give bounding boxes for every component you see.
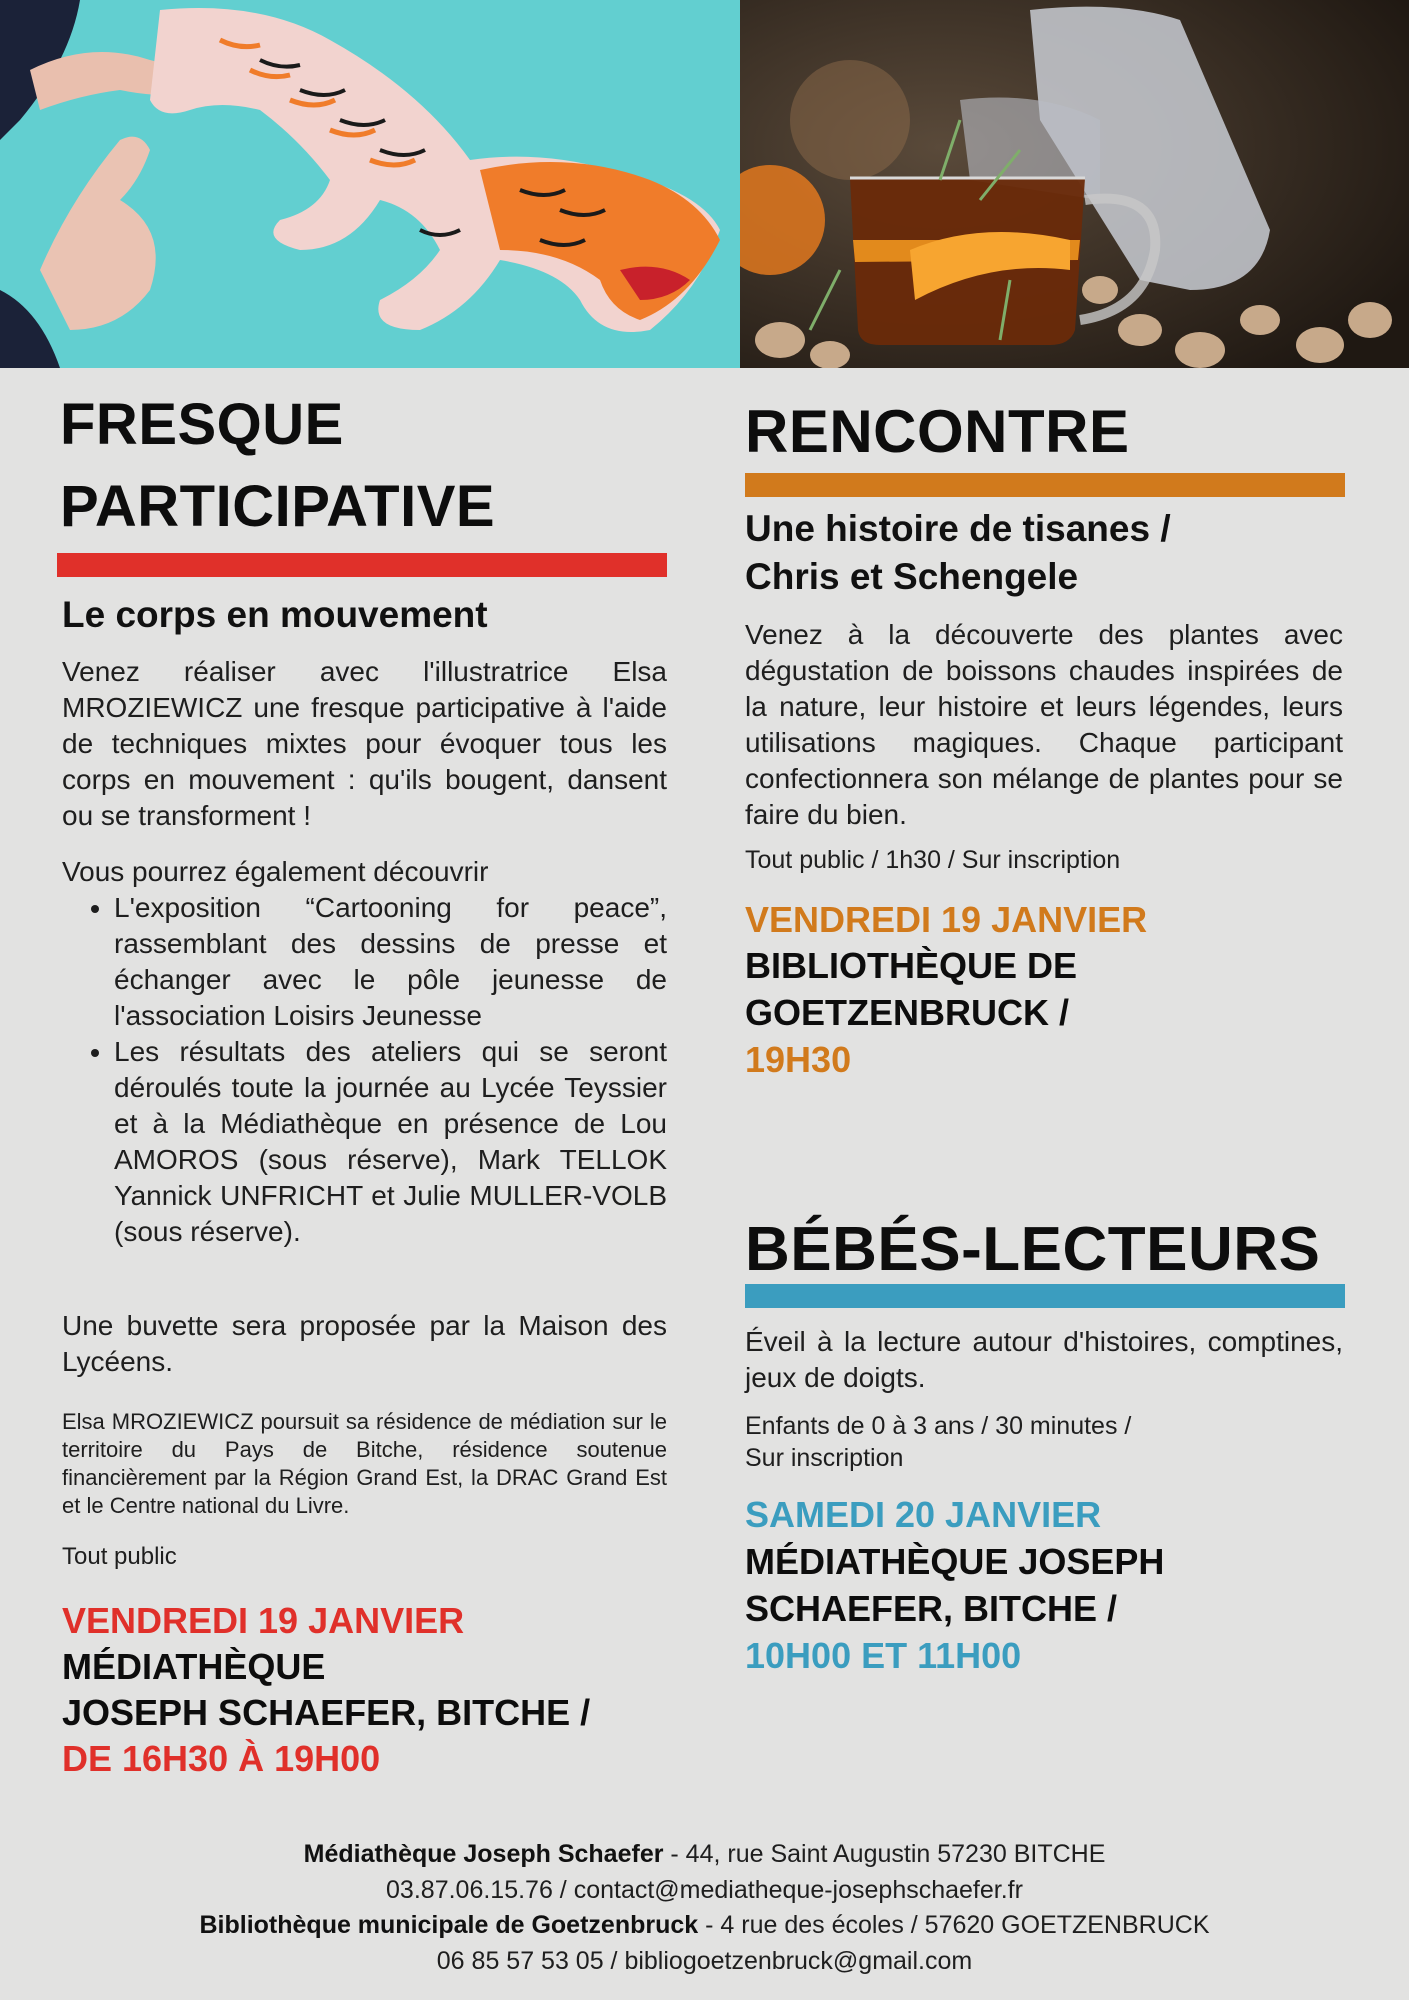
fresque-subtitle: Le corps en mouvement bbox=[62, 594, 488, 635]
tea-cup-icon bbox=[740, 0, 1409, 368]
footer-venue2 bbox=[0, 1907, 1409, 1943]
footer-venue1-name: Médiathèque Joseph Schaefer bbox=[303, 1840, 664, 1868]
bebes-paragraph: Éveil à la lecture autour d'histoires, comptines, jeux de doigts. bbox=[745, 1326, 1343, 1393]
fresque-place-line1: MÉDIATHÈQUE bbox=[62, 1646, 326, 1687]
rencontre-subtitle-line1: Une histoire de tisanes / bbox=[745, 508, 1171, 549]
fresque-title bbox=[60, 384, 495, 548]
footer-venue2-address: - 4 rue des écoles / 57620 GOETZENBRUCK bbox=[698, 1911, 1210, 1939]
bebes-date: SAMEDI 20 JANVIER bbox=[745, 1494, 1102, 1535]
bebes-blue-divider bbox=[745, 1284, 1345, 1308]
fresque-intro: Vous pourrez également découvrir bbox=[62, 856, 489, 887]
tiger-illustration-icon bbox=[0, 0, 740, 368]
fresque-time: DE 16H30 À 19H00 bbox=[62, 1738, 381, 1779]
rencontre-place-line1: BIBLIOTHÈQUE DE bbox=[745, 945, 1078, 986]
fresque-buvette: Une buvette sera proposée par la Maison des Lycéens. bbox=[62, 1310, 667, 1377]
fresque-title-line1: FRESQUE bbox=[60, 392, 344, 457]
rencontre-place-line2: GOETZENBRUCK / bbox=[745, 992, 1069, 1033]
fresque-date: VENDREDI 19 JANVIER bbox=[62, 1600, 465, 1641]
footer-venue2-contact[interactable]: 06 85 57 53 05 / bibliogoetzenbruck@gmail.com bbox=[436, 1947, 973, 1975]
fresque-residence-note: Elsa MROZIEWICZ poursuit sa résidence de médiation sur le territoire du Pays de Bitche, résidence soutenue financièrement par la Région Grand Est, la DRAC Grand Est et le Centre national du Livre. bbox=[62, 1409, 667, 1518]
bebes-place-line1: MÉDIATHÈQUE JOSEPH bbox=[745, 1541, 1165, 1582]
fresque-paragraph: Venez réaliser avec l'illustratrice Elsa MROZIEWICZ une fresque participative à l'aide de techniques mixtes pour évoquer tous les corps en mouvement : qu'ils bougent, dansent ou se transforment ! bbox=[62, 656, 667, 831]
fresque-title-line2: PARTICIPATIVE bbox=[60, 474, 496, 539]
fresque-audience: Tout public bbox=[62, 1543, 177, 1570]
rencontre-date: VENDREDI 19 JANVIER bbox=[745, 899, 1148, 940]
bebes-title: BÉBÉS-LECTEURS bbox=[745, 1215, 1321, 1284]
rencontre-subtitle-line2: Chris et Schengele bbox=[745, 556, 1079, 597]
tiger-puppet-photo bbox=[0, 0, 740, 368]
bebes-place-line2: SCHAEFER, BITCHE / bbox=[745, 1588, 1118, 1629]
fresque-red-divider bbox=[57, 553, 667, 577]
rencontre-time: 19H30 bbox=[745, 1039, 852, 1080]
bullet-item: • L'exposition “Cartooning for peace”, rassemblant des dessins de presse et échanger avec le pôle jeunesse de l'association Loisirs Jeunesse bbox=[114, 890, 667, 1034]
footer-venue1-contact[interactable]: 03.87.06.15.76 / contact@mediatheque-josephschaefer.fr bbox=[386, 1876, 1023, 1904]
rencontre-info: Tout public / 1h30 / Sur inscription bbox=[745, 846, 1121, 874]
bebes-info-line2: Sur inscription bbox=[745, 1444, 904, 1472]
rencontre-paragraph: Venez à la découverte des plantes avec dégustation de boissons chaudes inspirées de la nature, leur histoire et leurs légendes, leurs utilisations magiques. Chaque participant confectionnera son mélange de plantes pour se faire du bien. bbox=[745, 619, 1343, 830]
bullet-item: • Les résultats des ateliers qui se seront déroulés toute la journée au Lycée Teyssier et à la Médiathèque en présence de Lou AMOROS (sous réserve), Mark TELLOK Yannick UNFRICHT et Julie MULLER-VOLB (sous réserve). bbox=[114, 1034, 667, 1250]
footer-venue2-name: Bibliothèque municipale de Goetzenbruck bbox=[199, 1911, 699, 1939]
footer-venue1-address: - 44, rue Saint Augustin 57230 BITCHE bbox=[663, 1840, 1106, 1868]
herbal-tea-cup-photo bbox=[740, 0, 1409, 368]
bebes-time: 10H00 ET 11H00 bbox=[745, 1635, 1022, 1676]
rencontre-title: RENCONTRE bbox=[745, 398, 1130, 465]
rencontre-orange-divider bbox=[745, 473, 1345, 497]
footer-venue1 bbox=[0, 1836, 1409, 1872]
fresque-place-line2: JOSEPH SCHAEFER, BITCHE / bbox=[62, 1692, 591, 1733]
bebes-info-line1: Enfants de 0 à 3 ans / 30 minutes / bbox=[745, 1412, 1132, 1440]
fresque-bullet-list bbox=[62, 890, 667, 1250]
